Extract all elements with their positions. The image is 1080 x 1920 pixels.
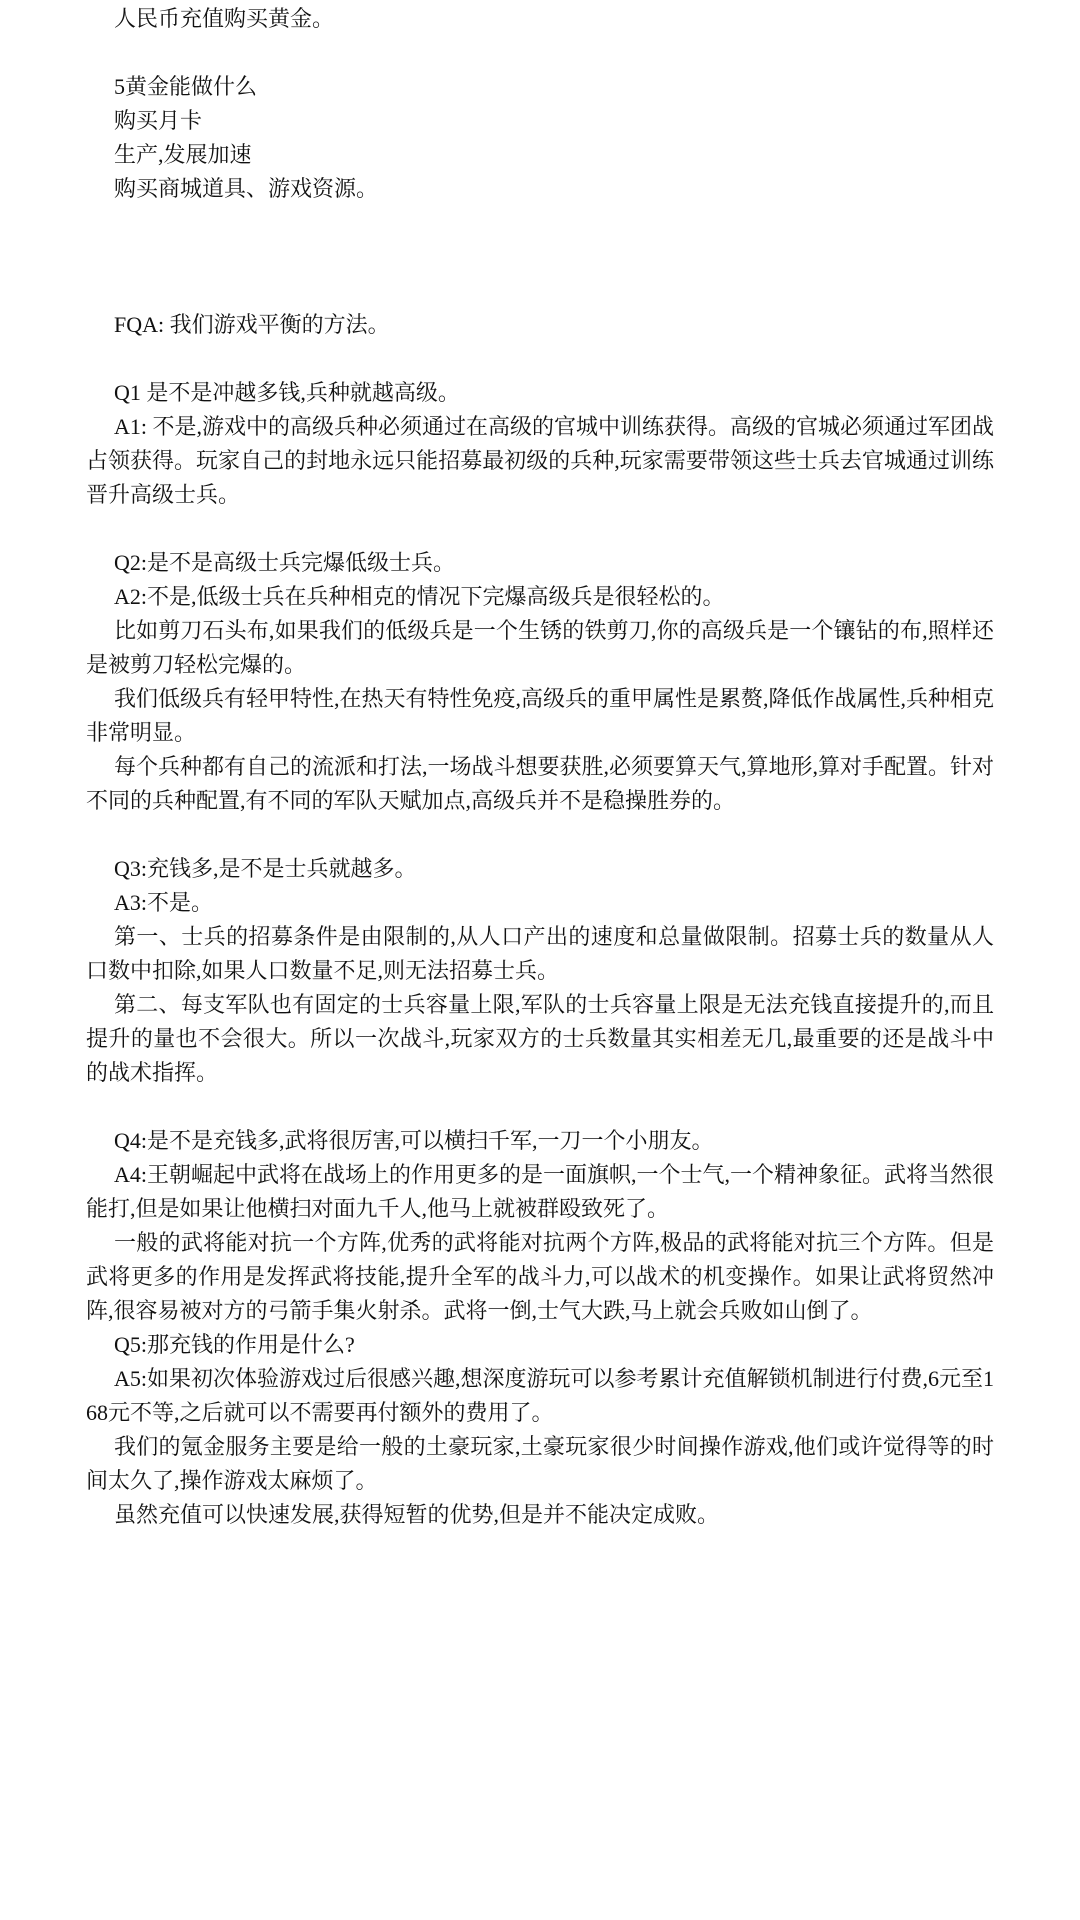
paragraph: 我们的氪金服务主要是给一般的土豪玩家,土豪玩家很少时间操作游戏,他们或许觉得等的时间太久了,操作游戏太麻烦了。 xyxy=(86,1434,994,1493)
paragraph: A1: 不是,游戏中的高级兵种必须通过在高级的官城中训练获得。高级的官城必须通过军团战占领获得。玩家自己的封地永远只能招募最初级的兵种,玩家需要带领这些士兵去官城通过训练晋升高级士兵。 xyxy=(86,414,995,507)
paragraph: 第一、士兵的招募条件是由限制的,从人口产出的速度和总量做限制。招募士兵的数量从人口数中扣除,如果人口数量不足,则无法招募士兵。 xyxy=(86,924,994,983)
paragraph: 5黄金能做什么 xyxy=(114,74,258,99)
paragraph: FQA: 我们游戏平衡的方法。 xyxy=(114,312,390,337)
document-body xyxy=(86,2,994,1532)
paragraph: Q2:是不是高级士兵完爆低级士兵。 xyxy=(114,550,456,575)
paragraph: 每个兵种都有自己的流派和打法,一场战斗想要获胜,必须要算天气,算地形,算对手配置。针对不同的兵种配置,有不同的军队天赋加点,高级兵并不是稳操胜券的。 xyxy=(86,754,995,813)
paragraph: A3:不是。 xyxy=(114,890,214,915)
paragraph: 第二、每支军队也有固定的士兵容量上限,军队的士兵容量上限是无法充钱直接提升的,而且提升的量也不会很大。所以一次战斗,玩家双方的士兵数量其实相差无几,最重要的还是战斗中的战术指挥。 xyxy=(86,992,994,1085)
paragraph: A5:如果初次体验游戏过后很感兴趣,想深度游玩可以参考累计充值解锁机制进行付费,6元至168元不等,之后就可以不需要再付额外的费用了。 xyxy=(86,1366,995,1425)
paragraph: 购买商城道具、游戏资源。 xyxy=(114,176,379,201)
paragraph: Q3:充钱多,是不是士兵就越多。 xyxy=(114,856,417,881)
paragraph: 比如剪刀石头布,如果我们的低级兵是一个生锈的铁剪刀,你的高级兵是一个镶钻的布,照样还是被剪刀轻松完爆的。 xyxy=(86,618,994,677)
paragraph: 人民币充值购买黄金。 xyxy=(114,6,335,31)
paragraph: Q5:那充钱的作用是什么? xyxy=(114,1332,355,1357)
paragraph: Q4:是不是充钱多,武将很厉害,可以横扫千军,一刀一个小朋友。 xyxy=(114,1128,714,1153)
paragraph: Q1 是不是冲越多钱,兵种就越高级。 xyxy=(114,380,460,405)
paragraph: 虽然充值可以快速发展,获得短暂的优势,但是并不能决定成败。 xyxy=(114,1502,720,1527)
paragraph: 生产,发展加速 xyxy=(114,142,252,167)
paragraph: A4:王朝崛起中武将在战场上的作用更多的是一面旗帜,一个士气,一个精神象征。武将当然很能打,但是如果让他横扫对面九千人,他马上就被群殴致死了。 xyxy=(86,1162,995,1221)
paragraph: 我们低级兵有轻甲特性,在热天有特性免疫,高级兵的重甲属性是累赘,降低作战属性,兵种相克非常明显。 xyxy=(86,686,995,745)
paragraph: 购买月卡 xyxy=(114,108,203,133)
paragraph: 一般的武将能对抗一个方阵,优秀的武将能对抗两个方阵,极品的武将能对抗三个方阵。但是武将更多的作用是发挥武将技能,提升全军的战斗力,可以战术的机变操作。如果让武将贸然冲阵,很容易被对方的弓箭手集火射杀。武将一倒,士气大跌,马上就会兵败如山倒了。 xyxy=(86,1230,994,1323)
paragraph: A2:不是,低级士兵在兵种相克的情况下完爆高级兵是很轻松的。 xyxy=(114,584,725,609)
